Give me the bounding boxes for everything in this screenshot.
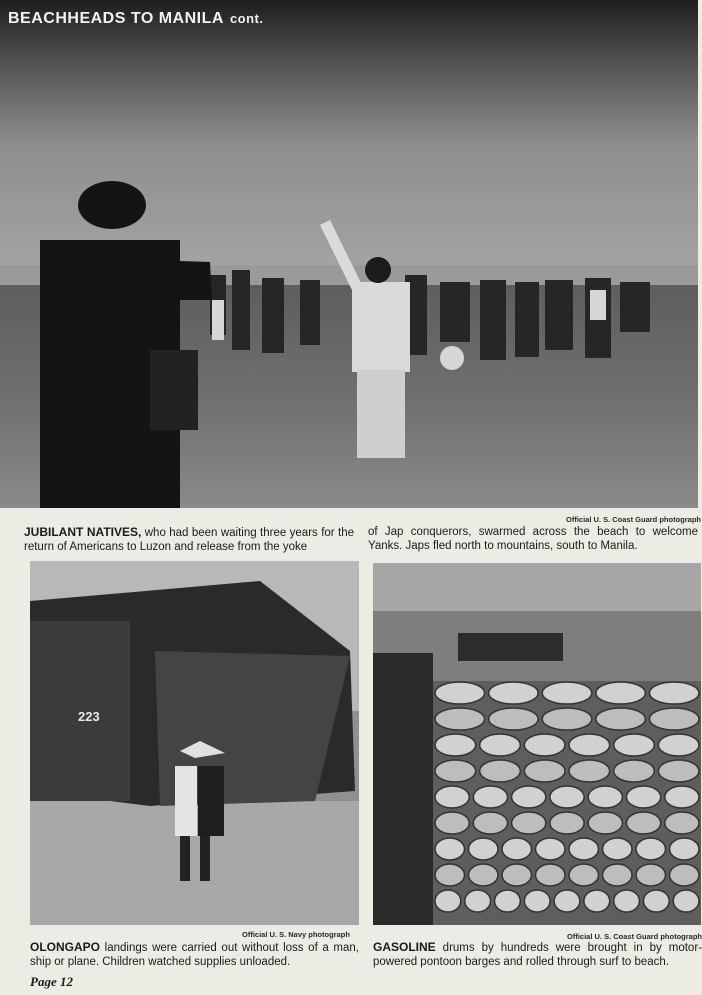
- top-caption-col1: [24, 525, 354, 554]
- fuel-drum: [512, 812, 546, 834]
- fuel-drum: [435, 812, 469, 834]
- fuel-drum: [469, 838, 499, 860]
- fuel-drum: [596, 708, 646, 730]
- fuel-drum: [435, 890, 461, 912]
- fuel-drum: [435, 864, 465, 886]
- top-caption-text: who had been waiting three years for the return of Americans to Luzon and release from the yoke: [24, 527, 355, 553]
- fuel-drum: [658, 734, 699, 756]
- right-caption-lead: GASOLINE: [373, 940, 436, 954]
- left-photo-credit: Official U. S. Navy photograph: [242, 930, 350, 939]
- fuel-drum: [524, 734, 565, 756]
- fuel-drum: [495, 890, 521, 912]
- fuel-drum: [588, 786, 622, 808]
- fuel-drum: [489, 708, 539, 730]
- top-caption-col2: of Jap conquerors, swarmed across the beach to welcome Yanks. Japs fled north to mountains, south to Manila.: [368, 526, 698, 552]
- top-caption-lead: JUBILANT NATIVES,: [24, 525, 142, 539]
- fuel-drum: [469, 864, 499, 886]
- fuel-drum: [649, 708, 699, 730]
- fuel-drum: [670, 864, 700, 886]
- fuel-drum: [554, 890, 580, 912]
- fuel-drum: [465, 890, 491, 912]
- fuel-drum: [536, 864, 566, 886]
- fuel-drum: [473, 812, 507, 834]
- landing-ship-image: [30, 561, 359, 925]
- page-number: Page 12: [30, 974, 73, 989]
- header-title: BEACHHEADS TO MANILA: [8, 10, 224, 27]
- fuel-drums-image: [373, 563, 701, 925]
- left-caption: [30, 940, 359, 969]
- fuel-drum: [542, 708, 592, 730]
- fuel-drum: [435, 734, 476, 756]
- fuel-drum: [502, 864, 532, 886]
- fuel-drum: [435, 708, 485, 730]
- hull-number: 223: [78, 709, 100, 724]
- fuel-drum: [435, 760, 476, 782]
- fuel-drum: [569, 734, 610, 756]
- fuel-drum: [588, 812, 622, 834]
- fuel-drum: [614, 760, 655, 782]
- fuel-drum: [536, 838, 566, 860]
- fuel-drum: [542, 682, 592, 704]
- left-caption-text: landings were carried out without loss of a man, ship or plane. Children watched supplies unloaded.: [30, 942, 359, 968]
- fuel-drum: [665, 786, 699, 808]
- fuel-drum: [480, 760, 521, 782]
- fuel-drum: [649, 682, 699, 704]
- fuel-drum: [584, 890, 610, 912]
- fuel-drum: [614, 890, 640, 912]
- fuel-drum: [550, 812, 584, 834]
- fuel-drum: [435, 838, 465, 860]
- fuel-drum: [596, 682, 646, 704]
- fuel-drum: [603, 864, 633, 886]
- photo-gasoline-drums: [373, 563, 701, 925]
- fuel-drum: [550, 786, 584, 808]
- fuel-drum: [636, 838, 666, 860]
- fuel-drum: [636, 864, 666, 886]
- fuel-drum: [435, 786, 469, 808]
- fuel-drum: [502, 838, 532, 860]
- fuel-drum: [435, 682, 485, 704]
- fuel-drum: [643, 890, 669, 912]
- left-caption-lead: OLONGAPO: [30, 940, 101, 954]
- right-caption-text: drums by hundreds were brought in by motor-powered pontoon barges and rolled through surf to beach.: [373, 942, 702, 968]
- fuel-drum: [569, 760, 610, 782]
- fuel-drum: [614, 734, 655, 756]
- fuel-drum: [489, 682, 539, 704]
- fuel-drum: [626, 812, 660, 834]
- fuel-drum: [658, 760, 699, 782]
- fuel-drum: [665, 812, 699, 834]
- fuel-drum: [473, 786, 507, 808]
- fuel-drum: [480, 734, 521, 756]
- fuel-drum: [673, 890, 699, 912]
- fuel-drum: [524, 890, 550, 912]
- top-photo-credit: Official U. S. Coast Guard photograph: [566, 515, 702, 524]
- fuel-drum: [512, 786, 546, 808]
- page-header: [8, 10, 264, 28]
- fuel-drum: [569, 864, 599, 886]
- right-caption: [373, 940, 702, 969]
- fuel-drum: [603, 838, 633, 860]
- photo-olongapo-landing: [30, 561, 359, 925]
- fuel-drum: [670, 838, 700, 860]
- fuel-drum: [569, 838, 599, 860]
- fuel-drum: [626, 786, 660, 808]
- header-suffix: cont.: [229, 11, 264, 26]
- fuel-drum: [524, 760, 565, 782]
- right-photo-credit: Official U. S. Coast Guard photograph: [567, 932, 702, 941]
